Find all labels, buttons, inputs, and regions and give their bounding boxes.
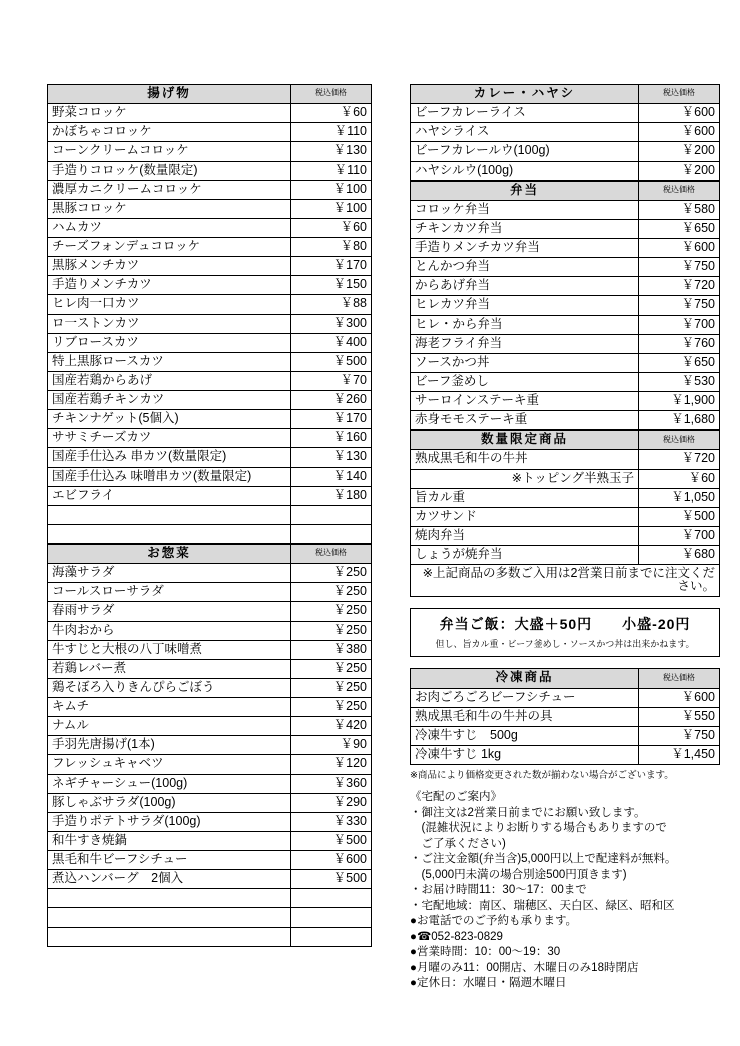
table-row: [48, 276, 372, 295]
table-row-topping: [411, 469, 720, 488]
table-row: [411, 392, 720, 411]
item-name: チーズフォンデュコロッケ: [48, 238, 291, 257]
item-price: ￥330: [291, 812, 372, 831]
item-name: チキンカツ弁当: [411, 219, 639, 238]
tax-label: 税込価格: [639, 181, 720, 200]
item-price: ￥600: [291, 851, 372, 870]
item-name: 手造りコロッケ(数量限定): [48, 161, 291, 180]
section-table-osouzai: [47, 544, 372, 947]
section-title: 数量限定商品: [411, 431, 639, 450]
table-row-note: [411, 565, 720, 597]
item-price: ￥250: [291, 564, 372, 583]
item-name: 赤身モモステーキ重: [411, 411, 639, 430]
item-name: 海藻サラダ: [48, 564, 291, 583]
delivery-info-line: ●営業時間：10：00〜19：30: [410, 946, 561, 959]
table-row: [411, 277, 720, 296]
table-row: [48, 199, 372, 218]
item-name: 黒豚コロッケ: [48, 199, 291, 218]
table-row: [48, 564, 372, 583]
table-row: [48, 602, 372, 621]
table-row: [411, 707, 720, 726]
section-title: カレー・ハヤシ: [411, 85, 639, 104]
table-row: [48, 333, 372, 352]
table-row: [48, 142, 372, 161]
table-row: [48, 774, 372, 793]
delivery-info-line: (5,000円未満の場合別途500円頂きます): [410, 868, 627, 881]
item-name: 手造りメンチカツ: [48, 276, 291, 295]
table-row: [411, 104, 720, 123]
item-name: 焼肉弁当: [411, 526, 639, 545]
table-row: [48, 314, 372, 333]
table-row: [411, 450, 720, 469]
item-name: しょうが焼弁当: [411, 546, 639, 565]
blank-cell: [291, 524, 372, 543]
item-name: 国産手仕込み 串カツ(数量限定): [48, 448, 291, 467]
order-note: ※上記商品の多数ご入用は2営業日前までに注文ください。: [411, 565, 720, 597]
table-row: [48, 391, 372, 410]
item-name: 牛肉おから: [48, 621, 291, 640]
item-name: 手造りポテトサラダ(100g): [48, 812, 291, 831]
section-header: [48, 545, 372, 564]
item-price: ￥250: [291, 602, 372, 621]
blank-cell: [48, 524, 291, 543]
item-name: 冷凍牛すじ 500g: [411, 726, 639, 745]
table-row: [411, 239, 720, 258]
table-row: [48, 736, 372, 755]
item-name: ビーフ釜めし: [411, 372, 639, 391]
table-row: [48, 678, 372, 697]
item-price: ￥1,050: [639, 488, 720, 507]
item-name: ヒレ・から弁当: [411, 315, 639, 334]
item-price: ￥500: [639, 507, 720, 526]
item-price: ￥750: [639, 726, 720, 745]
table-row: [48, 717, 372, 736]
table-row: [48, 161, 372, 180]
item-price: ￥110: [291, 123, 372, 142]
right-column: [410, 84, 720, 992]
section-title: 揚げ物: [48, 85, 291, 104]
delivery-info-title: 《宅配のご案内》: [410, 791, 502, 803]
delivery-info-line: ●月曜のみ11：00開店、木曜日のみ18時閉店: [410, 961, 639, 974]
item-price: ￥700: [639, 526, 720, 545]
table-row: [48, 640, 372, 659]
table-row: [411, 258, 720, 277]
item-price: ￥550: [639, 707, 720, 726]
item-name: 濃厚カニクリームコロッケ: [48, 180, 291, 199]
item-price: ￥250: [291, 698, 372, 717]
item-name: リブロースカツ: [48, 333, 291, 352]
table-row: [48, 295, 372, 314]
item-price: ￥60: [291, 218, 372, 237]
table-row: [411, 123, 720, 142]
item-name: 煮込ハンバーグ 2個入: [48, 870, 291, 889]
item-name: 和牛すき焼鍋: [48, 831, 291, 850]
table-row: [48, 793, 372, 812]
item-price: ￥140: [291, 467, 372, 486]
item-price: ￥600: [639, 104, 720, 123]
section-table-bento: [410, 181, 720, 431]
table-row: [411, 200, 720, 219]
item-name: 国産若鶏チキンカツ: [48, 391, 291, 410]
item-name: お肉ごろごろビーフシチュー: [411, 688, 639, 707]
item-price: ￥360: [291, 774, 372, 793]
section-title: 冷凍商品: [411, 669, 639, 688]
item-name: ナムル: [48, 717, 291, 736]
phone-number-line: ●☎052-823-0829: [410, 930, 503, 943]
section-header: [411, 669, 720, 688]
item-price: ￥290: [291, 793, 372, 812]
item-name: 黒毛和牛ビーフシチュー: [48, 851, 291, 870]
table-row: [48, 410, 372, 429]
item-name: ビーフカレーライス: [411, 104, 639, 123]
item-name: 若鶏レバー煮: [48, 659, 291, 678]
item-price: ￥80: [291, 238, 372, 257]
item-price: ￥500: [291, 870, 372, 889]
item-price: ￥380: [291, 640, 372, 659]
item-price: ￥88: [291, 295, 372, 314]
item-price: ￥600: [639, 239, 720, 258]
table-row: [411, 353, 720, 372]
item-price: ￥530: [639, 372, 720, 391]
item-price: ￥500: [291, 831, 372, 850]
table-row: [48, 486, 372, 505]
table-row: [48, 467, 372, 486]
item-name: ロ一ストンカツ: [48, 314, 291, 333]
item-name: 手造りメンチカツ弁当: [411, 239, 639, 258]
table-row: [411, 726, 720, 745]
section-table-limited: [410, 430, 720, 597]
item-price: ￥100: [291, 199, 372, 218]
blank-cell: [48, 889, 291, 908]
item-name: 冷凍牛すじ 1kg: [411, 745, 639, 764]
item-name: コールスローサラダ: [48, 583, 291, 602]
delivery-info-line: ●定休日：水曜日・隔週木曜日: [410, 977, 567, 990]
table-row: [48, 812, 372, 831]
item-name: チキンナゲット(5個入): [48, 410, 291, 429]
item-price: ￥260: [291, 391, 372, 410]
item-name: カツサンド: [411, 507, 639, 526]
frozen-footnote: ※商品により価格変更された数が揃わない場合がございます。: [410, 770, 674, 781]
item-name: からあげ弁当: [411, 277, 639, 296]
item-price: ￥160: [291, 429, 372, 448]
table-row: [411, 546, 720, 565]
item-name: ネギチャーシュー(100g): [48, 774, 291, 793]
item-name: ヒレ肉一口カツ: [48, 295, 291, 314]
table-row: [411, 488, 720, 507]
item-name: 手羽先唐揚げ(1本): [48, 736, 291, 755]
item-name: 旨カル重: [411, 488, 639, 507]
table-row: [48, 831, 372, 850]
item-price: ￥680: [639, 546, 720, 565]
section-header: [48, 85, 372, 104]
item-price: ￥200: [639, 161, 720, 180]
blank-cell: [48, 927, 291, 946]
item-name: 海老フライ弁当: [411, 334, 639, 353]
item-price: ￥170: [291, 257, 372, 276]
item-price: ￥750: [639, 296, 720, 315]
item-price: ￥1,680: [639, 411, 720, 430]
item-price: ￥110: [291, 161, 372, 180]
item-name: とんかつ弁当: [411, 258, 639, 277]
rice-size-sub: 但し、旨カル重・ビーフ釜めし・ソースかつ丼は出来かねます。: [435, 639, 695, 650]
tax-label: 税込価格: [639, 431, 720, 450]
item-price: ￥150: [291, 276, 372, 295]
item-price: ￥100: [291, 180, 372, 199]
item-name: コロッケ弁当: [411, 200, 639, 219]
table-row: [48, 180, 372, 199]
table-row: [411, 315, 720, 334]
item-price: ￥90: [291, 736, 372, 755]
blank-cell: [291, 889, 372, 908]
item-name: 春雨サラダ: [48, 602, 291, 621]
delivery-info-line: ●お電話でのご予約も承ります。: [410, 915, 578, 928]
table-row: [48, 104, 372, 123]
table-row: [48, 429, 372, 448]
table-row: [48, 448, 372, 467]
tax-label: 税込価格: [291, 545, 372, 564]
table-row: [48, 257, 372, 276]
table-row: [411, 372, 720, 391]
section-table-agemono: [47, 84, 372, 544]
blank-cell: [48, 505, 291, 524]
item-name: 黒豚メンチカツ: [48, 257, 291, 276]
table-row: [48, 352, 372, 371]
item-price: ￥60: [291, 104, 372, 123]
table-row: [411, 745, 720, 764]
item-name: 国産手仕込み 味噌串カツ(数量限定): [48, 467, 291, 486]
item-price: ￥170: [291, 410, 372, 429]
topping-label: ※トッピング半熟玉子: [411, 469, 639, 488]
table-row: [411, 142, 720, 161]
table-row: [48, 621, 372, 640]
item-name: 熟成黒毛和牛の牛丼: [411, 450, 639, 469]
item-price: ￥650: [639, 219, 720, 238]
item-name: 牛すじと大根の八丁味噌煮: [48, 640, 291, 659]
item-name: 野菜コロッケ: [48, 104, 291, 123]
rice-size-main: 弁当ご飯：大盛＋50円 小盛-20円: [439, 616, 691, 633]
tax-label: 税込価格: [639, 669, 720, 688]
section-title: お惣菜: [48, 545, 291, 564]
delivery-info-line: ・お届け時間11：30〜17：00まで: [410, 884, 587, 897]
item-price: ￥700: [639, 315, 720, 334]
item-name: ササミチーズカツ: [48, 429, 291, 448]
item-name: フレッシュキャベツ: [48, 755, 291, 774]
item-price: ￥70: [291, 371, 372, 390]
table-row: [411, 161, 720, 180]
table-row: [48, 238, 372, 257]
tax-label: 税込価格: [639, 85, 720, 104]
table-row: [411, 296, 720, 315]
table-row: [411, 688, 720, 707]
section-title: 弁当: [411, 181, 639, 200]
item-price: ￥200: [639, 142, 720, 161]
item-name: 国産若鶏からあげ: [48, 371, 291, 390]
table-row: [48, 851, 372, 870]
item-price: ￥600: [639, 688, 720, 707]
blank-cell: [291, 908, 372, 927]
table-row: [411, 526, 720, 545]
item-price: ￥650: [639, 353, 720, 372]
section-header: [411, 431, 720, 450]
table-row: [48, 123, 372, 142]
item-price: ￥250: [291, 583, 372, 602]
blank-cell: [291, 505, 372, 524]
table-row-blank: [48, 505, 372, 524]
table-row: [411, 411, 720, 430]
section-table-curry: [410, 84, 720, 181]
left-column: [47, 84, 372, 947]
table-row-blank: [48, 927, 372, 946]
table-row: [48, 371, 372, 390]
item-name: ハムカツ: [48, 218, 291, 237]
item-price: ￥250: [291, 621, 372, 640]
item-price: ￥600: [639, 123, 720, 142]
table-row: [411, 219, 720, 238]
table-row-blank: [48, 889, 372, 908]
item-name: エビフライ: [48, 486, 291, 505]
delivery-info: [410, 790, 720, 992]
table-row-blank: [48, 908, 372, 927]
item-price: ￥500: [291, 352, 372, 371]
tax-label: 税込価格: [291, 85, 372, 104]
table-row: [48, 583, 372, 602]
item-price: ￥250: [291, 659, 372, 678]
delivery-info-line: ・宅配地域：南区、瑞穂区、天白区、緑区、昭和区: [410, 899, 675, 912]
blank-cell: [48, 908, 291, 927]
item-price: ￥420: [291, 717, 372, 736]
section-table-frozen: [410, 668, 720, 765]
table-row: [48, 698, 372, 717]
section-header: [411, 85, 720, 104]
table-row: [411, 507, 720, 526]
item-name: 豚しゃぶサラダ(100g): [48, 793, 291, 812]
item-price: ￥250: [291, 678, 372, 697]
section-header: [411, 181, 720, 200]
item-name: 熟成黒毛和牛の牛丼の具: [411, 707, 639, 726]
item-price: ￥750: [639, 258, 720, 277]
table-row: [48, 659, 372, 678]
item-name: ハヤシルウ(100g): [411, 161, 639, 180]
delivery-info-line: ご了承ください): [410, 837, 506, 850]
item-name: サーロインステーキ重: [411, 392, 639, 411]
table-row: [48, 870, 372, 889]
item-price: ￥1,450: [639, 745, 720, 764]
rice-size-notice: [410, 608, 720, 657]
item-name: ソースかつ丼: [411, 353, 639, 372]
blank-cell: [291, 927, 372, 946]
item-price: ￥120: [291, 755, 372, 774]
item-price: ￥760: [639, 334, 720, 353]
item-name: かぼちゃコロッケ: [48, 123, 291, 142]
item-price: ￥60: [639, 469, 720, 488]
item-price: ￥130: [291, 142, 372, 161]
table-row-blank: [48, 524, 372, 543]
item-name: ハヤシライス: [411, 123, 639, 142]
item-price: ￥720: [639, 277, 720, 296]
item-price: ￥130: [291, 448, 372, 467]
item-name: ビーフカレールウ(100g): [411, 142, 639, 161]
item-name: 鶏そぼろ入りきんぴらごぼう: [48, 678, 291, 697]
item-price: ￥580: [639, 200, 720, 219]
item-name: 特上黒豚ロースカツ: [48, 352, 291, 371]
item-price: ￥1,900: [639, 392, 720, 411]
table-row: [411, 334, 720, 353]
item-price: ￥300: [291, 314, 372, 333]
delivery-info-line: ・御注文は2営業日前までにお願い致します。: [410, 806, 646, 819]
item-price: ￥180: [291, 486, 372, 505]
item-name: ヒレカツ弁当: [411, 296, 639, 315]
table-row: [48, 755, 372, 774]
delivery-info-line: (混雑状況によりお断りする場合もありますので: [410, 822, 667, 835]
item-price: ￥720: [639, 450, 720, 469]
item-name: キムチ: [48, 698, 291, 717]
item-price: ￥400: [291, 333, 372, 352]
delivery-info-line: ・ご注文金額(弁当含)5,000円以上で配達料が無料。: [410, 853, 677, 866]
table-row: [48, 218, 372, 237]
item-name: コーンクリームコロッケ: [48, 142, 291, 161]
